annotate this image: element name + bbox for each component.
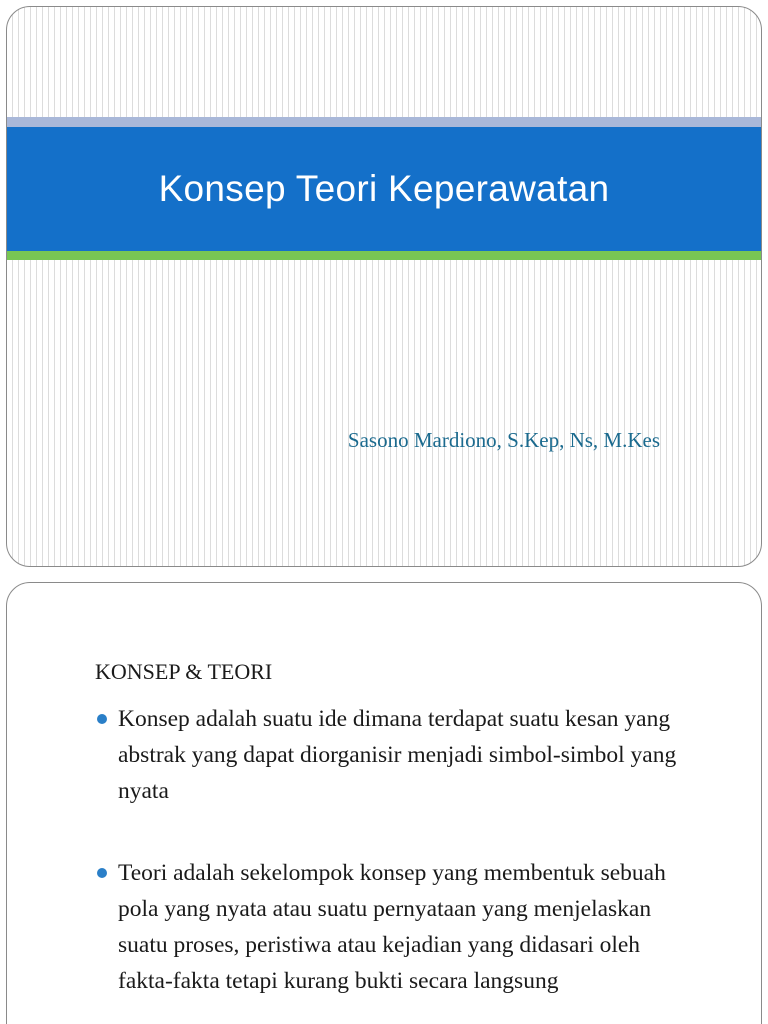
- title-band: [7, 127, 761, 251]
- bullet-list: [95, 701, 680, 999]
- bullet-text: Konsep adalah suatu ide dimana terdapat suatu kesan yang abstrak yang dapat diorganisir menjadi simbol-simbol yang nyata: [118, 706, 677, 804]
- title-top-accent-band: [7, 117, 761, 127]
- bullet-dot-icon: [97, 868, 107, 878]
- slide-title: Konsep Teori Keperawatan: [158, 168, 610, 209]
- bullet-dot-icon: [97, 714, 107, 724]
- author-name: Sasono Mardiono, S.Kep, Ns, M.Kes: [347, 428, 660, 452]
- bullet-text: Teori adalah sekelompok konsep yang membentuk sebuah pola yang nyata atau suatu pernyataan yang menjelaskan suatu proses, peristiwa atau kejadian yang didasari oleh fakta-fakta tetapi kurang bukti secara langsung: [118, 860, 666, 994]
- title-slide: [6, 6, 762, 567]
- section-heading: KONSEP & TEORI: [95, 659, 273, 684]
- title-bottom-accent-band: [7, 251, 761, 260]
- content-slide: [6, 582, 762, 1024]
- bullet-item: [95, 701, 680, 809]
- bullet-item: [95, 855, 680, 999]
